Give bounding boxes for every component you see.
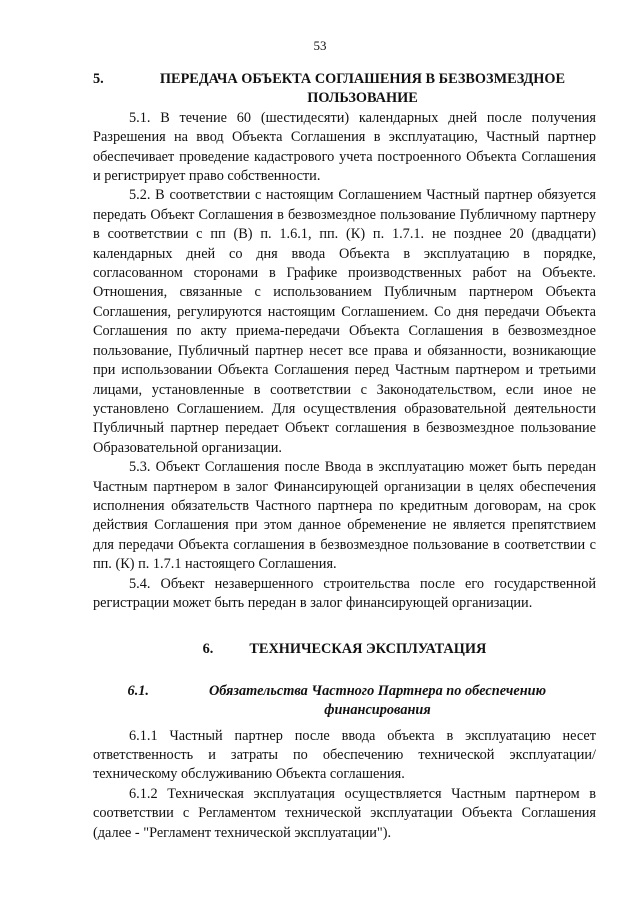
page-content [93,0,596,843]
paragraph-5-3: 5.3. Объект Соглашения после Ввода в эксплуатацию может быть передан Частным партнером в залог Финансирующей организации в целях обеспечения исполнения обязательств Частного партнера по кредитным договорам, на срок действия Соглашения при этом данное обременение не является препятствием для передачи Объекта соглашения в безвозмездное пользование в соответствии с пп. (К) п. 1.7.1 настоящего Соглашения. [93,459,596,573]
paragraph-6-1-2: 6.1.2 Техническая эксплуатация осуществляется Частным партнером в соответствии с Регламентом технической эксплуатации Объекта Соглашения (далее - "Регламент технической эксплуатации"). [93,785,596,841]
section-5-heading [93,70,596,109]
subsection-6-1-number: 6.1. [127,682,149,699]
section-6-title: ТЕХНИЧЕСКАЯ ЭКСПЛУАТАЦИЯ [249,641,487,658]
paragraph-6-1-1: 6.1.1 Частный партнер после ввода объекта в эксплуатацию несет ответственность и затраты по обеспечению технической эксплуатации/техническому обслуживанию Объекта соглашения. [93,727,596,783]
section-5-number: 5. [93,71,104,87]
paragraph-5-2: 5.2. В соответствии с настоящим Соглашением Частный партнер обязуется передать Объект Соглашения в безвозмездное пользование Публичному партнеру в соответствии с пп (В) п. 1.6.1, пп. (К) п. 1.7.1. не позднее 20 (двадцати) календарных дней со дня ввода Объекта в эксплуатацию в порядке, согласованном сторонами в Графике производственных работ на Объекте. Отношения, связанные с использованием Публичным партнером Объекта Соглашения, регулируются настоящим Соглашением. Со дня передачи Объекта Соглашения по акту приема-передачи Объекта Соглашения в безвозмездное пользование, Публичный партнер несет все права и обязанности, возникающие при использовании Объекта Соглашения перед Частным партнером и третьими лицами, установленные в соответствии с Законодательством, если иное не установлено Соглашением. Для осуществления образовательной деятельности Публичный партнер передает Объект соглашения в безвозмездное пользование Образовательной организации. [93,187,596,456]
page-number: 53 [313,38,327,53]
section-6-number: 6. [202,641,214,658]
subsection-6-1-heading [93,682,596,721]
section-6-heading [93,640,596,659]
subsection-6-1-title: Обязательства Частного Партнера по обеспечению финансирования [208,682,547,719]
paragraph-5-4: 5.4. Объект незавершенного строительства после его государственной регистрации может быть передан в залог финансирующей организации. [93,575,596,611]
section-5-title: ПЕРЕДАЧА ОБЪЕКТА СОГЛАШЕНИЯ В БЕЗВОЗМЕЗДНОЕ ПОЛЬЗОВАНИЕ [159,71,566,107]
paragraph-5-1: 5.1. В течение 60 (шестидесяти) календарных дней после получения Разрешения на ввод Объекта Соглашения в эксплуатацию, Частный партнер обеспечивает проведение кадастрового учета построенного Объекта Соглашения и регистрирует право собственности. [93,109,596,185]
